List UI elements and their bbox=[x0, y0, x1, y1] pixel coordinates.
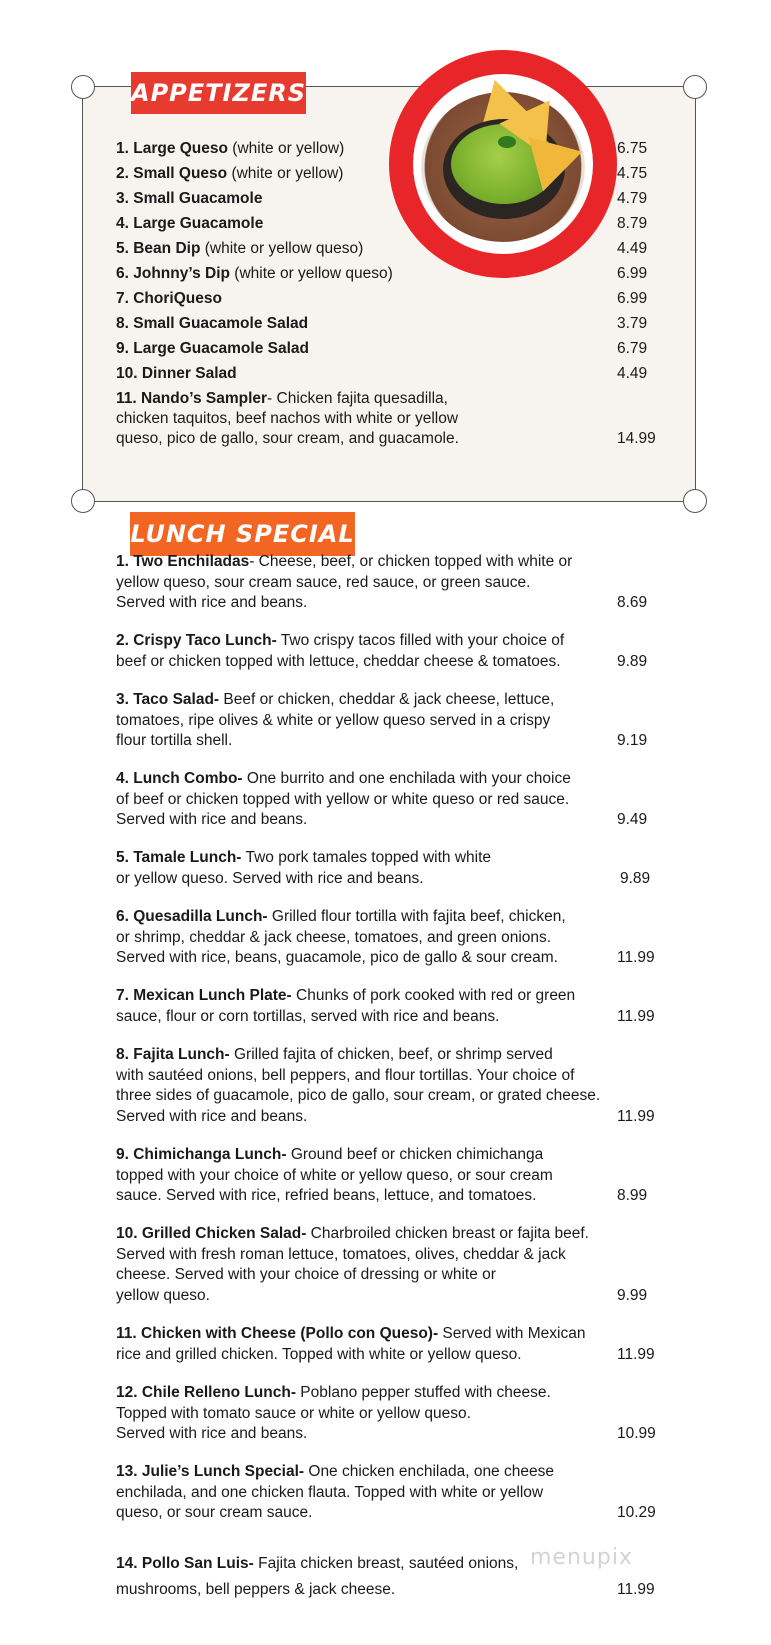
item-name: 10. Grilled Chicken Salad- bbox=[116, 1225, 307, 1242]
item-price: 11.99 bbox=[617, 1346, 655, 1363]
item-desc: (white or yellow) bbox=[227, 165, 344, 182]
menu-item: 10. Grilled Chicken Salad- Charbroiled chicken breast or fajita beef. Served with fresh roman lettuce, tomatoes, olives, cheddar & jack cheese. Served with your choice of dressing or white or yellow queso. bbox=[116, 1225, 589, 1304]
item-name: 8. Small Guacamole Salad bbox=[116, 315, 309, 332]
item-price: 9.89 bbox=[620, 870, 651, 887]
menu-item bbox=[116, 189, 262, 209]
item-name: 2. Small Queso bbox=[116, 165, 228, 182]
menu-item: 1. Two Enchiladas- Cheese, beef, or chicken topped with white or yellow queso, sour cream sauce, red sauce, or green sauce. Served with rice and beans. bbox=[116, 553, 573, 611]
menu-item bbox=[116, 314, 308, 334]
menu-item: 4. Lunch Combo- One burrito and one enchilada with your choice of beef or chicken topped with yellow or white queso or red sauce. Served with rice and beans. bbox=[116, 770, 571, 828]
item-desc: queso, pico de gallo, sour cream, and guacamole. bbox=[116, 430, 459, 447]
panel-corner bbox=[71, 75, 95, 99]
item-price: 4.49 bbox=[617, 365, 648, 382]
menu-item: 8. Fajita Lunch- Grilled fajita of chicken, beef, or shrimp served with sautéed onions, bell peppers, and flour tortillas. Your choice of three sides of guacamole, pico de gallo, sour cream, or grated cheese. Served with rice and beans. bbox=[116, 1046, 601, 1125]
item-name: 6. Johnny’s Dip bbox=[116, 265, 230, 282]
item-price: 10.99 bbox=[617, 1425, 656, 1442]
panel-corner bbox=[71, 489, 95, 513]
item-name: 11. Chicken with Cheese (Pollo con Queso)- bbox=[116, 1325, 439, 1342]
menu-item bbox=[116, 139, 344, 159]
panel-corner bbox=[683, 489, 707, 513]
item-price: 6.99 bbox=[617, 265, 648, 282]
item-price: 11.99 bbox=[617, 949, 655, 966]
item-name: 6. Quesadilla Lunch- bbox=[116, 908, 268, 925]
item-name: 13. Julie’s Lunch Special- bbox=[116, 1463, 305, 1480]
item-desc: (white or yellow queso) bbox=[200, 240, 364, 257]
item-price: 9.19 bbox=[617, 732, 648, 749]
item-price: 14.99 bbox=[617, 430, 656, 447]
item-name: 4. Large Guacamole bbox=[116, 215, 264, 232]
guacamole-photo bbox=[389, 50, 617, 278]
item-desc: (white or yellow) bbox=[227, 140, 345, 157]
menu-item bbox=[116, 239, 363, 259]
menu-item: 6. Quesadilla Lunch- Grilled flour tortilla with fajita beef, chicken, or shrimp, cheddar & jack cheese, tomatoes, and green onions. Served with rice, beans, guacamole, pico de gallo & sour cream. bbox=[116, 908, 566, 966]
menu-item: 11. Chicken with Cheese (Pollo con Queso)- Served with Mexican rice and grilled chicken. Topped with white or yellow queso. bbox=[116, 1325, 586, 1363]
item-price: 8.69 bbox=[617, 594, 648, 611]
item-name: 3. Small Guacamole bbox=[116, 190, 263, 207]
item-price: 8.99 bbox=[617, 1187, 648, 1204]
item-name: 8. Fajita Lunch- bbox=[116, 1046, 230, 1063]
item-name: 7. Mexican Lunch Plate- bbox=[116, 987, 292, 1004]
item-price: 11.99 bbox=[617, 1108, 655, 1125]
item-price: 6.99 bbox=[617, 290, 648, 307]
appetizers-heading: APPETIZERS bbox=[131, 72, 306, 114]
item-name: 9. Chimichanga Lunch- bbox=[116, 1146, 287, 1163]
item-name: 7. ChoriQueso bbox=[116, 290, 222, 307]
menu-item bbox=[116, 289, 222, 309]
item-desc: chicken taquitos, beef nachos with white or yellow bbox=[116, 410, 459, 427]
menu-item bbox=[116, 364, 237, 384]
menu-item bbox=[116, 214, 263, 234]
menu-item: 2. Crispy Taco Lunch- Two crispy tacos filled with your choice of beef or chicken topped with lettuce, cheddar cheese & tomatoes. bbox=[116, 632, 565, 670]
menu-item: 13. Julie’s Lunch Special- One chicken enchilada, one cheese enchilada, and one chicken flauta. Topped with white or yellow queso, or sour cream sauce. bbox=[116, 1463, 554, 1521]
menu-item bbox=[116, 389, 459, 449]
menu-item: 7. Mexican Lunch Plate- Chunks of pork cooked with red or green sauce, flour or corn tortillas, served with rice and beans. bbox=[116, 987, 576, 1025]
item-name: 2. Crispy Taco Lunch- bbox=[116, 632, 277, 649]
item-price: 8.79 bbox=[617, 215, 648, 232]
menu-item bbox=[116, 264, 393, 284]
item-price: 4.75 bbox=[617, 165, 648, 182]
watermark: menupix bbox=[530, 1545, 633, 1570]
menu-item: 14. Pollo San Luis- Fajita chicken breast, sautéed onions, mushrooms, bell peppers & jack cheese. bbox=[116, 1555, 519, 1598]
item-name: 1. Two Enchiladas bbox=[116, 553, 250, 570]
item-name: 4. Lunch Combo- bbox=[116, 770, 243, 787]
item-price: 4.79 bbox=[617, 190, 648, 207]
item-desc: - Chicken fajita quesadilla, bbox=[267, 390, 448, 407]
item-price: 9.99 bbox=[617, 1287, 648, 1304]
photo-frame bbox=[413, 74, 593, 254]
item-name: 9. Large Guacamole Salad bbox=[116, 340, 309, 357]
lunch-special-heading: LUNCH SPECIAL bbox=[130, 512, 355, 556]
menu-item: 3. Taco Salad- Beef or chicken, cheddar & jack cheese, lettuce, tomatoes, ripe olives & white or yellow queso served in a crispy flour tortilla shell. bbox=[116, 691, 555, 749]
item-desc: (white or yellow queso) bbox=[229, 265, 393, 282]
menu-item: 5. Tamale Lunch- Two pork tamales topped with white or yellow queso. Served with rice and beans. bbox=[116, 849, 492, 887]
item-name: 12. Chile Relleno Lunch- bbox=[116, 1384, 296, 1401]
item-name: 1. Large Queso bbox=[116, 140, 228, 157]
item-name: 3. Taco Salad- bbox=[116, 691, 220, 708]
item-name: 10. Dinner Salad bbox=[116, 365, 237, 382]
item-price: 10.29 bbox=[617, 1504, 656, 1521]
item-name: 11. Nando’s Sampler bbox=[116, 390, 268, 407]
menu-item: 12. Chile Relleno Lunch- Poblano pepper stuffed with cheese. Topped with tomato sauce or white or yellow queso. Served with rice and beans. bbox=[116, 1384, 551, 1442]
panel-corner bbox=[683, 75, 707, 99]
menu-item bbox=[116, 339, 309, 359]
item-price: 4.49 bbox=[617, 240, 648, 257]
item-name: 5. Bean Dip bbox=[116, 240, 201, 257]
item-name: 5. Tamale Lunch- bbox=[116, 849, 242, 866]
item-price: 6.79 bbox=[617, 340, 648, 357]
item-price: 6.75 bbox=[617, 140, 648, 157]
item-price: 11.99 bbox=[617, 1008, 655, 1025]
item-price: 9.89 bbox=[617, 653, 648, 670]
item-name: 14. Pollo San Luis- bbox=[116, 1555, 254, 1572]
menu-item: 9. Chimichanga Lunch- Ground beef or chicken chimichanga topped with your choice of white or yellow queso, or sour cream sauce. Served with rice, refried beans, lettuce, and tomatoes. bbox=[116, 1146, 553, 1204]
cilantro bbox=[498, 136, 516, 148]
item-price: 11.99 bbox=[617, 1581, 655, 1598]
item-price: 3.79 bbox=[617, 315, 648, 332]
item-price: 9.49 bbox=[617, 811, 648, 828]
menu-item bbox=[116, 164, 343, 184]
